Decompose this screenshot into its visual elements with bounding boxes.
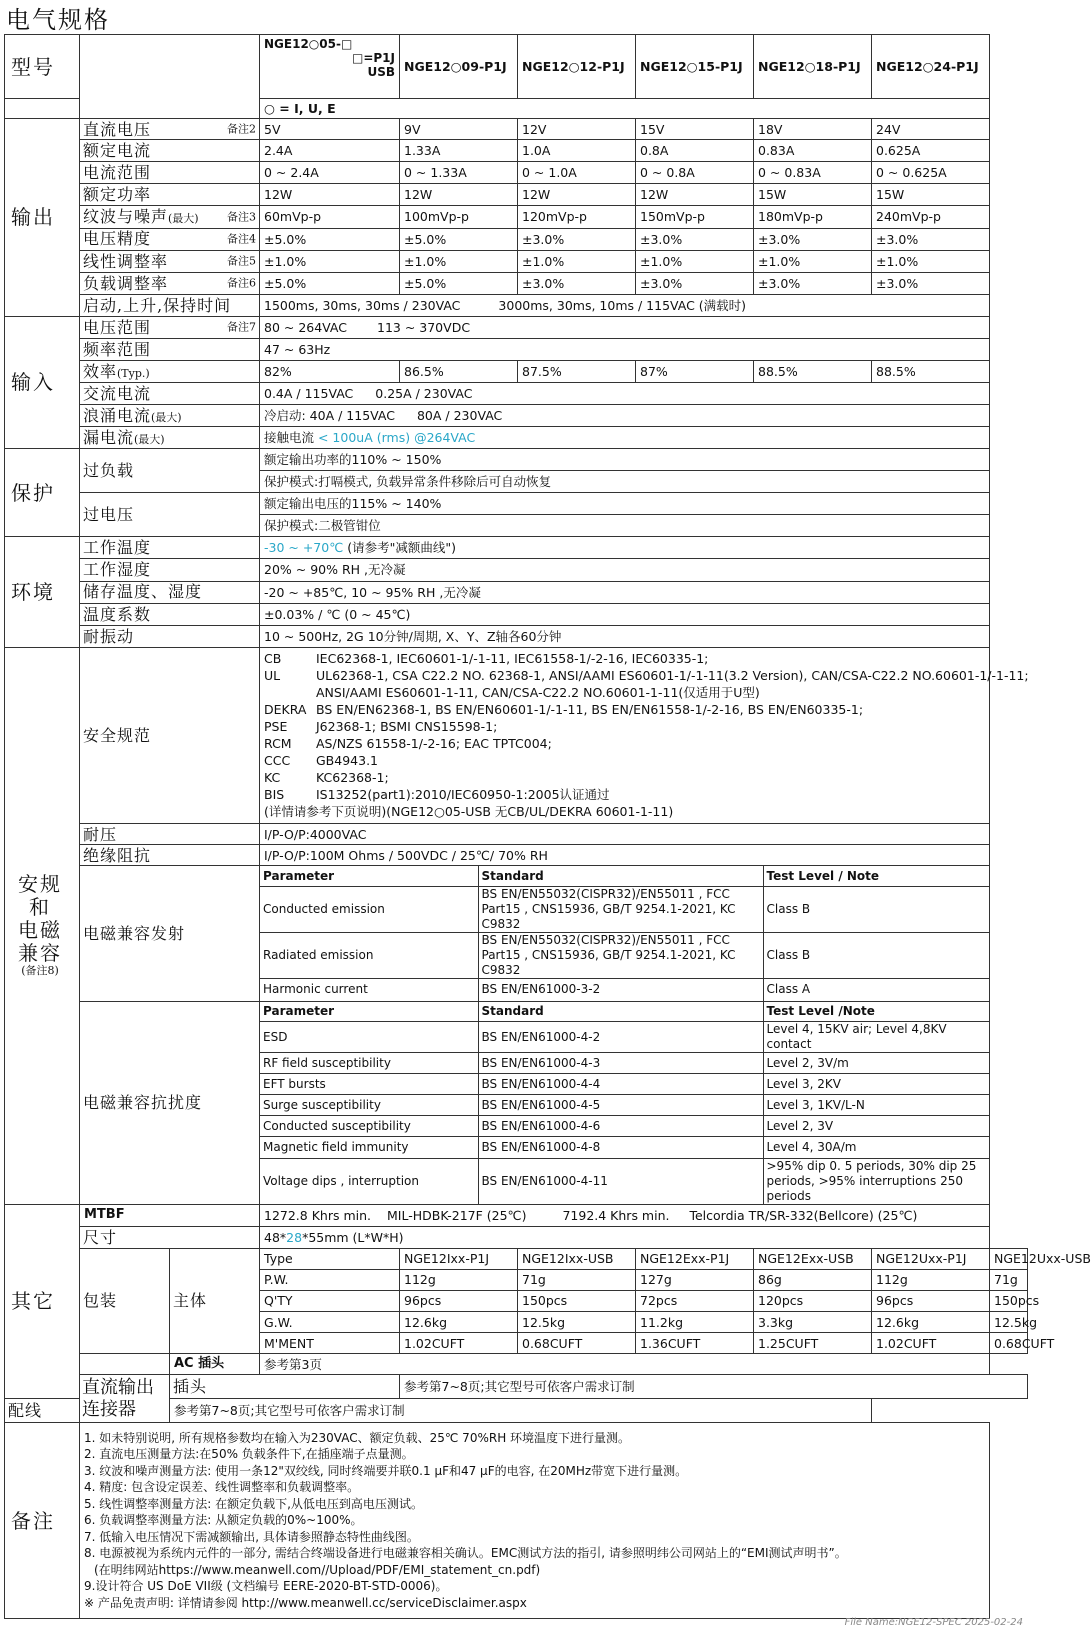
packing-mment-2: 0.68CUFT — [518, 1333, 636, 1354]
model-6: NGE12○24-P1J — [872, 35, 990, 99]
packing-gw-1: 12.6kg — [400, 1312, 518, 1333]
ripple-5: 180mVp-p — [754, 206, 872, 228]
label-voltage-tol: 电压精度 备注4 — [80, 228, 260, 250]
voltage-tol-1: ±5.0% — [260, 228, 400, 250]
current-range-1: 0 ~ 2.4A — [260, 162, 400, 184]
packing-pw-5: 112g — [872, 1269, 990, 1290]
voltage-tol-6: ±3.0% — [872, 228, 990, 250]
label-ac-plug: AC 插头 — [170, 1354, 260, 1375]
packing-pw-2: 71g — [518, 1269, 636, 1290]
packing-qty-5: 96pcs — [872, 1290, 990, 1311]
section-remarks: 备注 — [5, 1423, 80, 1619]
label-wire: 配线 — [5, 1399, 170, 1423]
packing-type-5: NGE12Uxx-P1J — [872, 1248, 990, 1269]
label-mtbf: MTBF — [80, 1204, 260, 1226]
withstand-value: I/P-O/P:4000VAC — [260, 824, 990, 845]
dc-voltage-5: 18V — [754, 119, 872, 140]
packing-qty-2: 150pcs — [518, 1290, 636, 1311]
line-reg-6: ±1.0% — [872, 250, 990, 272]
rated-current-5: 0.83A — [754, 140, 872, 162]
label-vibration: 耐振动 — [80, 625, 260, 647]
packing-pw-label: P.W. — [260, 1269, 400, 1290]
efficiency-6: 88.5% — [872, 360, 990, 382]
label-setup: 启动,上升,保持时间 — [80, 294, 260, 316]
packing-type-4: NGE12Exx-USB — [754, 1248, 872, 1269]
mtbf-value: 1272.8 Khrs min. MIL-HDBK-217F (25℃) 7192.4 Khrs min. Telcordia TR/SR-332(Bellcore) (25℃) — [260, 1204, 990, 1226]
voltage-range-value: 80 ~ 264VAC 113 ~ 370VDC — [260, 316, 990, 338]
model-5: NGE12○18-P1J — [754, 35, 872, 99]
packing-qty-4: 120pcs — [754, 1290, 872, 1311]
packing-gw-3: 11.2kg — [636, 1312, 754, 1333]
overvoltage-line1: 额定输出电压的115% ~ 140% — [260, 493, 990, 515]
label-temp-coeff: 温度系数 — [80, 603, 260, 625]
label-current-range: 电流范围 — [80, 162, 260, 184]
packing-mment-4: 1.25CUFT — [754, 1333, 872, 1354]
packing-qty-3: 72pcs — [636, 1290, 754, 1311]
storage-value: -20 ~ +85℃, 10 ~ 95% RH ,无冷凝 — [260, 581, 990, 603]
ac-plug-value: 参考第3页 — [260, 1354, 990, 1375]
section-connector: 直流输出 连接器 — [80, 1375, 170, 1423]
model-legend: ○ = I, U, E — [260, 99, 990, 119]
rated-power-2: 12W — [400, 184, 518, 206]
safety-standards: CB IEC62368-1, IEC60601-1/-1-11, IEC61558-1/-2-16, IEC60335-1; UL UL62368-1, CSA C22.2 NO. 62368-1, ANSI/AAMI ES60601-1/-1-11(3.2 Version), CAN/CSA-C22.2 NO.60601-1/-1-11; ANSI/AAMI ES60601-1-11, CAN/CSA-C22.2 NO.60601-1-11(仅适用于U型) DEKRA BS EN/EN62368-1, BS EN/EN60601-1/-1-11, BS EN/EN61558-1/-2-16, BS EN/EN60335-1; PSE J62368-1; BSMI CNS15598-1; RCM AS/NZS 61558-1/-2-16; EAC TPTC004; CCC GB4943.1 KC KC62368-1; BIS IS13252(part1):2010/IEC60950-1:2005认证通过 (详情请参考下页说明)(NGE12○05-USB 无CB/UL/DEKRA 60601-1-11) — [260, 647, 990, 824]
packing-type-6: NGE12Uxx-USB — [990, 1248, 1028, 1269]
label-safety: 安全规范 — [80, 647, 260, 824]
overload-line2: 保护模式:打嗝模式, 负载异常条件移除后可自动恢复 — [260, 471, 990, 493]
label-plug: 插头 — [170, 1375, 400, 1399]
line-reg-3: ±1.0% — [518, 250, 636, 272]
rated-power-1: 12W — [260, 184, 400, 206]
label-storage: 储存温度、湿度 — [80, 581, 260, 603]
label-rated-power: 额定功率 — [80, 184, 260, 206]
label-overload: 过负载 — [80, 449, 260, 493]
efficiency-2: 86.5% — [400, 360, 518, 382]
packing-qty-1: 96pcs — [400, 1290, 518, 1311]
load-reg-5: ±3.0% — [754, 272, 872, 294]
ripple-4: 150mVp-p — [636, 206, 754, 228]
setup-value: 1500ms, 30ms, 30ms / 230VAC 3000ms, 30ms, 10ms / 115VAC (满载时) — [260, 294, 990, 316]
packing-pw-1: 112g — [400, 1269, 518, 1290]
packing-pw-4: 86g — [754, 1269, 872, 1290]
load-reg-2: ±5.0% — [400, 272, 518, 294]
load-reg-1: ±5.0% — [260, 272, 400, 294]
inrush-value: 冷启动: 40A / 115VAC 80A / 230VAC — [260, 405, 990, 427]
current-range-6: 0 ~ 0.625A — [872, 162, 990, 184]
rated-power-6: 15W — [872, 184, 990, 206]
leakage-value: 接触电流 < 100uA (rms) @264VAC — [260, 427, 990, 449]
ac-current-value: 0.4A / 115VAC 0.25A / 230VAC — [260, 382, 990, 404]
current-range-4: 0 ~ 0.8A — [636, 162, 754, 184]
packing-mment-label: M'MENT — [260, 1333, 400, 1354]
line-reg-1: ±1.0% — [260, 250, 400, 272]
label-load-reg: 负载调整率 备注6 — [80, 272, 260, 294]
line-reg-4: ±1.0% — [636, 250, 754, 272]
voltage-tol-3: ±3.0% — [518, 228, 636, 250]
packing-gw-5: 12.6kg — [872, 1312, 990, 1333]
packing-type-2: NGE12Ixx-USB — [518, 1248, 636, 1269]
label-voltage-range: 电压范围 备注7 — [80, 316, 260, 338]
label-withstand: 耐压 — [80, 824, 260, 845]
dc-voltage-3: 12V — [518, 119, 636, 140]
label-isolation: 绝缘阻抗 — [80, 845, 260, 866]
model-3: NGE12○12-P1J — [518, 35, 636, 99]
emc-emission-table: Parameter Standard Test Level / Note Conducted emission BS EN/EN55032(CISPR32)/EN55011 , FCC Part15 , CNS15936, GB/T 9254.1-2021, KC C9832 Class B Radiated emission BS EN/EN55032(CISPR32)/EN55011 , FCC Part15 , CNS15936, GB/T 9254.1-2021, KC C9832 Class B Harmonic current BS EN/EN61000-3-2 Class A — [260, 866, 990, 1001]
rated-current-2: 1.33A — [400, 140, 518, 162]
packing-type-1: NGE12Ixx-P1J — [400, 1248, 518, 1269]
rated-current-6: 0.625A — [872, 140, 990, 162]
voltage-tol-5: ±3.0% — [754, 228, 872, 250]
overload-line1: 额定输出功率的110% ~ 150% — [260, 449, 990, 471]
spec-table — [4, 34, 1091, 1619]
label-overvoltage: 过电压 — [80, 493, 260, 537]
packing-qty-6: 150pcs — [990, 1290, 1028, 1311]
working-humidity-value: 20% ~ 90% RH ,无冷凝 — [260, 559, 990, 581]
dc-voltage-6: 24V — [872, 119, 990, 140]
packing-gw-6: 12.5kg — [990, 1312, 1028, 1333]
vibration-value: 10 ~ 500Hz, 2G 10分钟/周期, X、Y、Z轴各60分钟 — [260, 625, 990, 647]
label-ripple: 纹波与噪声(最大) 备注3 — [80, 206, 260, 228]
current-range-3: 0 ~ 1.0A — [518, 162, 636, 184]
section-environment: 环境 — [5, 537, 80, 647]
packing-type-3: NGE12Exx-P1J — [636, 1248, 754, 1269]
section-safety-emc: 安规 和 电磁 兼容 (备注8) — [5, 647, 80, 1204]
section-protection: 保护 — [5, 449, 80, 537]
rated-power-5: 15W — [754, 184, 872, 206]
voltage-tol-4: ±3.0% — [636, 228, 754, 250]
label-working-humidity: 工作湿度 — [80, 559, 260, 581]
label-working-temp: 工作温度 — [80, 537, 260, 559]
packing-gw-2: 12.5kg — [518, 1312, 636, 1333]
packing-pw-3: 127g — [636, 1269, 754, 1290]
load-reg-4: ±3.0% — [636, 272, 754, 294]
label-line-reg: 线性调整率 备注5 — [80, 250, 260, 272]
current-range-2: 0 ~ 1.33A — [400, 162, 518, 184]
load-reg-6: ±3.0% — [872, 272, 990, 294]
emc-immunity-table: Parameter Standard Test Level /Note ESD BS EN/EN61000-4-2 Level 4, 15KV air; Level 4,8KV contact RF field susceptibility BS EN/EN61000-4-3 Level 2, 3V/m EFT bursts BS EN/EN61000-4-4 Level 3, 2KV Surge susceptibility BS EN/EN61000-4-5 Level 3, 1KV/L-N Conducted susceptibility BS EN/EN61000-4-6 Level 2, 3V Magnetic field immunity BS EN/EN61000-4-8 Level 4, 30A/m Voltage dips , interruption BS EN/EN61000-4-11 >95% dip 0. 5 periods, 30% dip 25 periods, >95% interruptions 250 periods — [260, 1001, 990, 1204]
label-efficiency: 效率(Typ.) — [80, 360, 260, 382]
line-reg-2: ±1.0% — [400, 250, 518, 272]
label-inrush: 浪涌电流(最大) — [80, 405, 260, 427]
rated-power-3: 12W — [518, 184, 636, 206]
ripple-2: 100mVp-p — [400, 206, 518, 228]
model-4: NGE12○15-P1J — [636, 35, 754, 99]
model-1: NGE12○05-□ □=P1J USB — [260, 35, 400, 99]
load-reg-3: ±3.0% — [518, 272, 636, 294]
label-dimension: 尺寸 — [80, 1226, 260, 1248]
label-emc-emission: 电磁兼容发射 — [80, 866, 260, 1001]
voltage-tol-2: ±5.0% — [400, 228, 518, 250]
packing-mment-6: 0.68CUFT — [990, 1333, 1028, 1354]
efficiency-1: 82% — [260, 360, 400, 382]
packing-mment-5: 1.02CUFT — [872, 1333, 990, 1354]
label-dc-voltage: 直流电压 备注2 — [80, 119, 260, 140]
page-title: 电气规格 — [6, 6, 110, 34]
rated-current-4: 0.8A — [636, 140, 754, 162]
rated-power-4: 12W — [636, 184, 754, 206]
packing-mment-1: 1.02CUFT — [400, 1333, 518, 1354]
ripple-1: 60mVp-p — [260, 206, 400, 228]
efficiency-5: 88.5% — [754, 360, 872, 382]
label-emc-immunity: 电磁兼容抗扰度 — [80, 1001, 260, 1204]
freq-range-value: 47 ~ 63Hz — [260, 338, 990, 360]
ripple-3: 120mVp-p — [518, 206, 636, 228]
isolation-value: I/P-O/P:100M Ohms / 500VDC / 25℃/ 70% RH — [260, 845, 990, 866]
packing-gw-4: 3.3kg — [754, 1312, 872, 1333]
rated-current-3: 1.0A — [518, 140, 636, 162]
overvoltage-line2: 保护模式:二极管钳位 — [260, 515, 990, 537]
model-2: NGE12○09-P1J — [400, 35, 518, 99]
packing-type-label: Type — [260, 1248, 400, 1269]
current-range-5: 0 ~ 0.83A — [754, 162, 872, 184]
ripple-6: 240mVp-p — [872, 206, 990, 228]
efficiency-3: 87.5% — [518, 360, 636, 382]
section-output: 输出 — [5, 119, 80, 317]
rated-current-1: 2.4A — [260, 140, 400, 162]
dc-voltage-2: 9V — [400, 119, 518, 140]
file-name: File Name:NGE12-SPEC 2025-02-24 — [844, 1617, 1023, 1628]
packing-pw-6: 71g — [990, 1269, 1028, 1290]
wire-value: 参考第7~8页;其它型号可依客户需求订制 — [170, 1399, 872, 1423]
packing-qty-label: Q'TY — [260, 1290, 400, 1311]
remarks-list: 1. 如未特别说明, 所有规格参数均在输入为230VAC、额定负载、25℃ 70%RH 环境温度下进行量测。 2. 直流电压测量方法:在50% 负载条件下,在插座端子点量测。 3. 纹波和噪声测量方法: 使用一条12"双绞线, 同时终端要并联0.1 μF和47 μF的电容, 在20MHz带宽下进行量测。 4. 精度: 包含设定误差、线性调整率和负载调整率。 5. 线性调整率测量方法: 在额定负载下,从低电压到高电压测试。 6. 负载调整率测量方法: 从额定负载的0%~100%。 7. 低输入电压情况下需减额输出, 具体请参照静态特性曲线图。 8. 电源被视为系统内元件的一部分, 需结合终端设备进行电磁兼容相关确认。EMC测试方法的指引, 请参照明纬公司网站上的“EMI测试声明书”。 (在明纬网站https://www.meanwell.com//Upload/PDF/EMI_statement_cn.pdf) 9.设计符合 US DoE VII级 (文档编号 EERE-2020-BT-STD-0006)。 ※ 产品免责声明: 详情请参阅 http://www.meanwell.cc/serviceDisclaimer.aspx — [80, 1423, 990, 1619]
label-freq-range: 频率范围 — [80, 338, 260, 360]
line-reg-5: ±1.0% — [754, 250, 872, 272]
dimension-value: 48*28*55mm (L*W*H) — [260, 1226, 990, 1248]
dc-voltage-1: 5V — [260, 119, 400, 140]
packing-mment-3: 1.36CUFT — [636, 1333, 754, 1354]
dc-voltage-4: 15V — [636, 119, 754, 140]
label-packing-body: 主体 — [170, 1248, 260, 1353]
section-others: 其它 — [5, 1204, 80, 1398]
label-rated-current: 额定电流 — [80, 140, 260, 162]
temp-coeff-value: ±0.03% / ℃ (0 ~ 45℃) — [260, 603, 990, 625]
section-input: 输入 — [5, 316, 80, 448]
packing-gw-label: G.W. — [260, 1312, 400, 1333]
label-packing: 包装 — [80, 1248, 170, 1353]
section-model: 型号 — [5, 35, 80, 99]
label-ac-current: 交流电流 — [80, 382, 260, 404]
efficiency-4: 87% — [636, 360, 754, 382]
label-leakage: 漏电流(最大) — [80, 427, 260, 449]
plug-value: 参考第7~8页;其它型号可依客户需求订制 — [400, 1375, 1028, 1399]
working-temp-value: -30 ~ +70℃ (请参考"减额曲线") — [260, 537, 990, 559]
